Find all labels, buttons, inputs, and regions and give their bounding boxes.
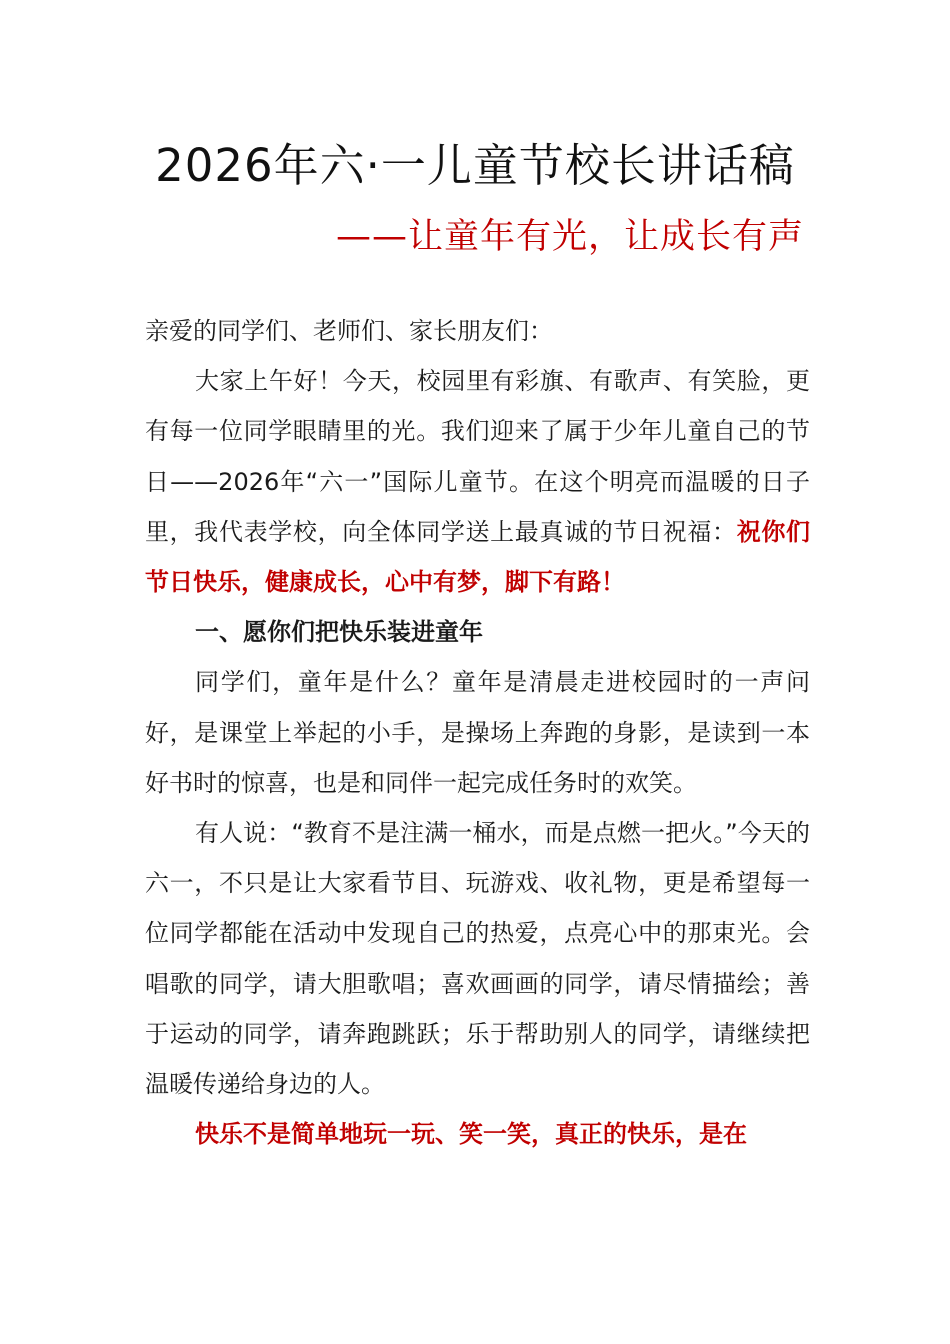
document-body (145, 306, 810, 1159)
paragraph-greeting-text: 大家上午好！今天，校园里有彩旗、有歌声、有笑脸，更有每一位同学眼睛里的光。我们迎来了属于少年儿童自己的节日——2026年“六一”国际儿童节。在这个明亮而温暖的日子里，我代表学校，向全体同学送上最真诚的节日祝福： (145, 367, 810, 546)
paragraph-childhood: 同学们，童年是什么？童年是清晨走进校园时的一声问好，是课堂上举起的小手，是操场上奔跑的身影，是读到一本好书时的惊喜，也是和同伴一起完成任务时的欢笑。 (145, 668, 810, 797)
blessing-emphasis: 祝你们节日快乐，健康成长，心中有梦，脚下有路！ (145, 517, 811, 597)
document-subtitle: ——让童年有光，让成长有声 (335, 217, 804, 257)
document-title: 2026年六·一儿童节校长讲话稿 (155, 139, 795, 192)
salutation: 亲爱的同学们、老师们、家长朋友们： (145, 317, 553, 345)
paragraph-education-quote: 有人说：“教育不是注满一桶水，而是点燃一把火。”今天的六一，不只是让大家看节目、玩游戏、收礼物，更是希望每一位同学都能在活动中发现自己的热爱，点亮心中的那束光。会唱歌的同学，请大胆歌唱；喜欢画画的同学，请尽情描绘；善于运动的同学，请奔跑跳跃；乐于帮助别人的同学，请继续把温暖传递给身边的人。 (145, 819, 810, 1099)
section-heading-1: 一、愿你们把快乐装进童年 (195, 618, 483, 647)
paragraph-happiness-emphasis: 快乐不是简单地玩一玩、笑一笑，真正的快乐，是在 (195, 1120, 747, 1149)
paragraph-greeting (145, 356, 810, 607)
